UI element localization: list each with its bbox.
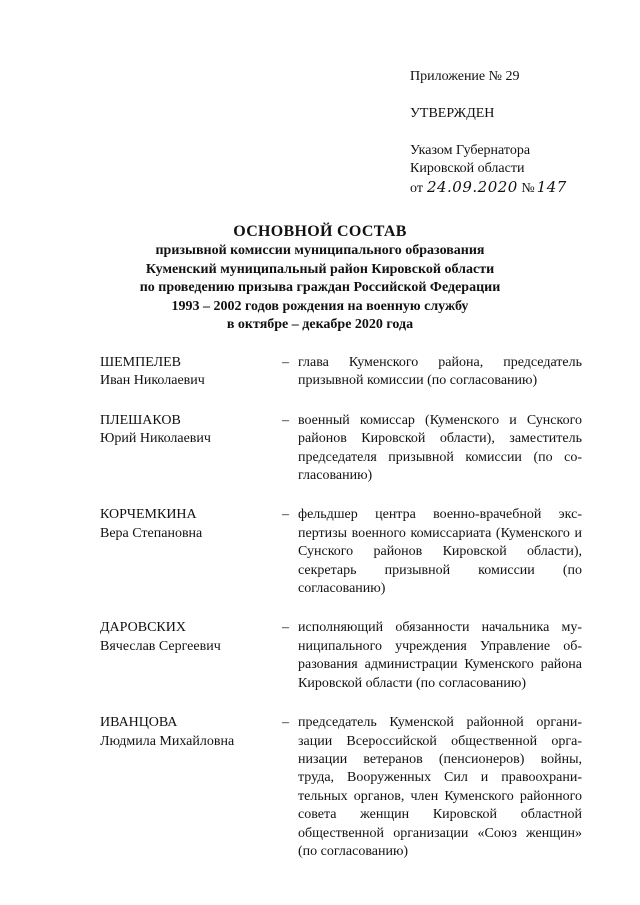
member-surname: ПЛЕШАКОВ [100,412,181,428]
member-name [100,354,270,391]
decree-date-line [410,178,567,198]
member-name [100,714,270,751]
heading-line-2: Куменский муниципальный район Кировской области [145,261,495,277]
handwritten-number: 147 [536,178,567,196]
heading-line-1: призывной комиссии муниципального образования [155,243,485,258]
member-surname: КОРЧЕМКИНА [100,507,197,523]
member-given-names: Людмила Михайловна [100,733,235,749]
member-dash: – [282,620,289,636]
approved-label: УТВЕРЖДЕН [410,106,495,121]
member-dash: – [282,412,289,428]
member-surname: ИВАНЦОВА [100,715,178,731]
member-name [100,506,270,543]
member-entry [100,619,582,693]
member-entry [100,412,582,486]
member-entry [100,354,582,391]
appendix-number: Приложение № 29 [410,69,520,84]
member-role: исполняющий обязанности начальника муниципального учреждения Управление образования администрации Куменского района Кировской области (по согласованию) [298,620,582,691]
member-given-names: Юрий Николаевич [100,431,211,447]
approval-block [410,68,567,198]
date-prefix: от [410,181,423,196]
document-heading [0,221,640,335]
decree-line-1: Указом Губернатора [410,143,531,158]
member-given-names: Иван Николаевич [100,373,205,389]
member-entry [100,714,582,861]
member-surname: ШЕМПЕЛЕВ [100,355,181,370]
members-list [100,354,582,861]
document-title: ОСНОВНОЙ СОСТАВ [233,223,407,240]
member-surname: ДАРОВСКИХ [100,620,186,636]
member-role: глава Куменского района, председатель призывной комиссии (по согласованию) [298,355,582,389]
member-dash: – [282,355,289,370]
heading-line-4: 1993 – 2002 годов рождения на военную службу [171,298,469,314]
heading-line-5: в октябре – декабре 2020 года [226,317,414,333]
member-given-names: Вячеслав Сергеевич [100,638,221,654]
number-prefix: № [521,181,535,196]
member-dash: – [282,715,289,731]
member-dash: – [282,507,289,523]
member-given-names: Вера Степановна [100,525,203,541]
decree-line-2: Кировской области [410,161,525,176]
member-role: военный комиссар (Куменского и Сунского районов Кировской области), заместитель председателя призывной комиссии (по согласованию) [298,412,582,484]
member-role: фельдшер центра военно-врачебной экспертизы военного комиссариата (Куменского и Сунского районов Кировской области), секретарь призывной комиссии (по согласованию) [298,507,582,597]
member-name [100,619,270,656]
member-name [100,412,270,449]
heading-line-3: по проведению призыва граждан Российской Федерации [139,280,501,296]
member-role: председатель Куменской районной организации Всероссийской общественной организации ветеранов (пенсионеров) войны, труда, Вооруженных Сил и правоохранительных органов, член Куменского районного совета женщин Кировской областной общественной организации «Союз женщин» (по согласованию) [298,715,582,859]
handwritten-date: 24.09.2020 [426,178,518,196]
member-entry [100,506,582,598]
